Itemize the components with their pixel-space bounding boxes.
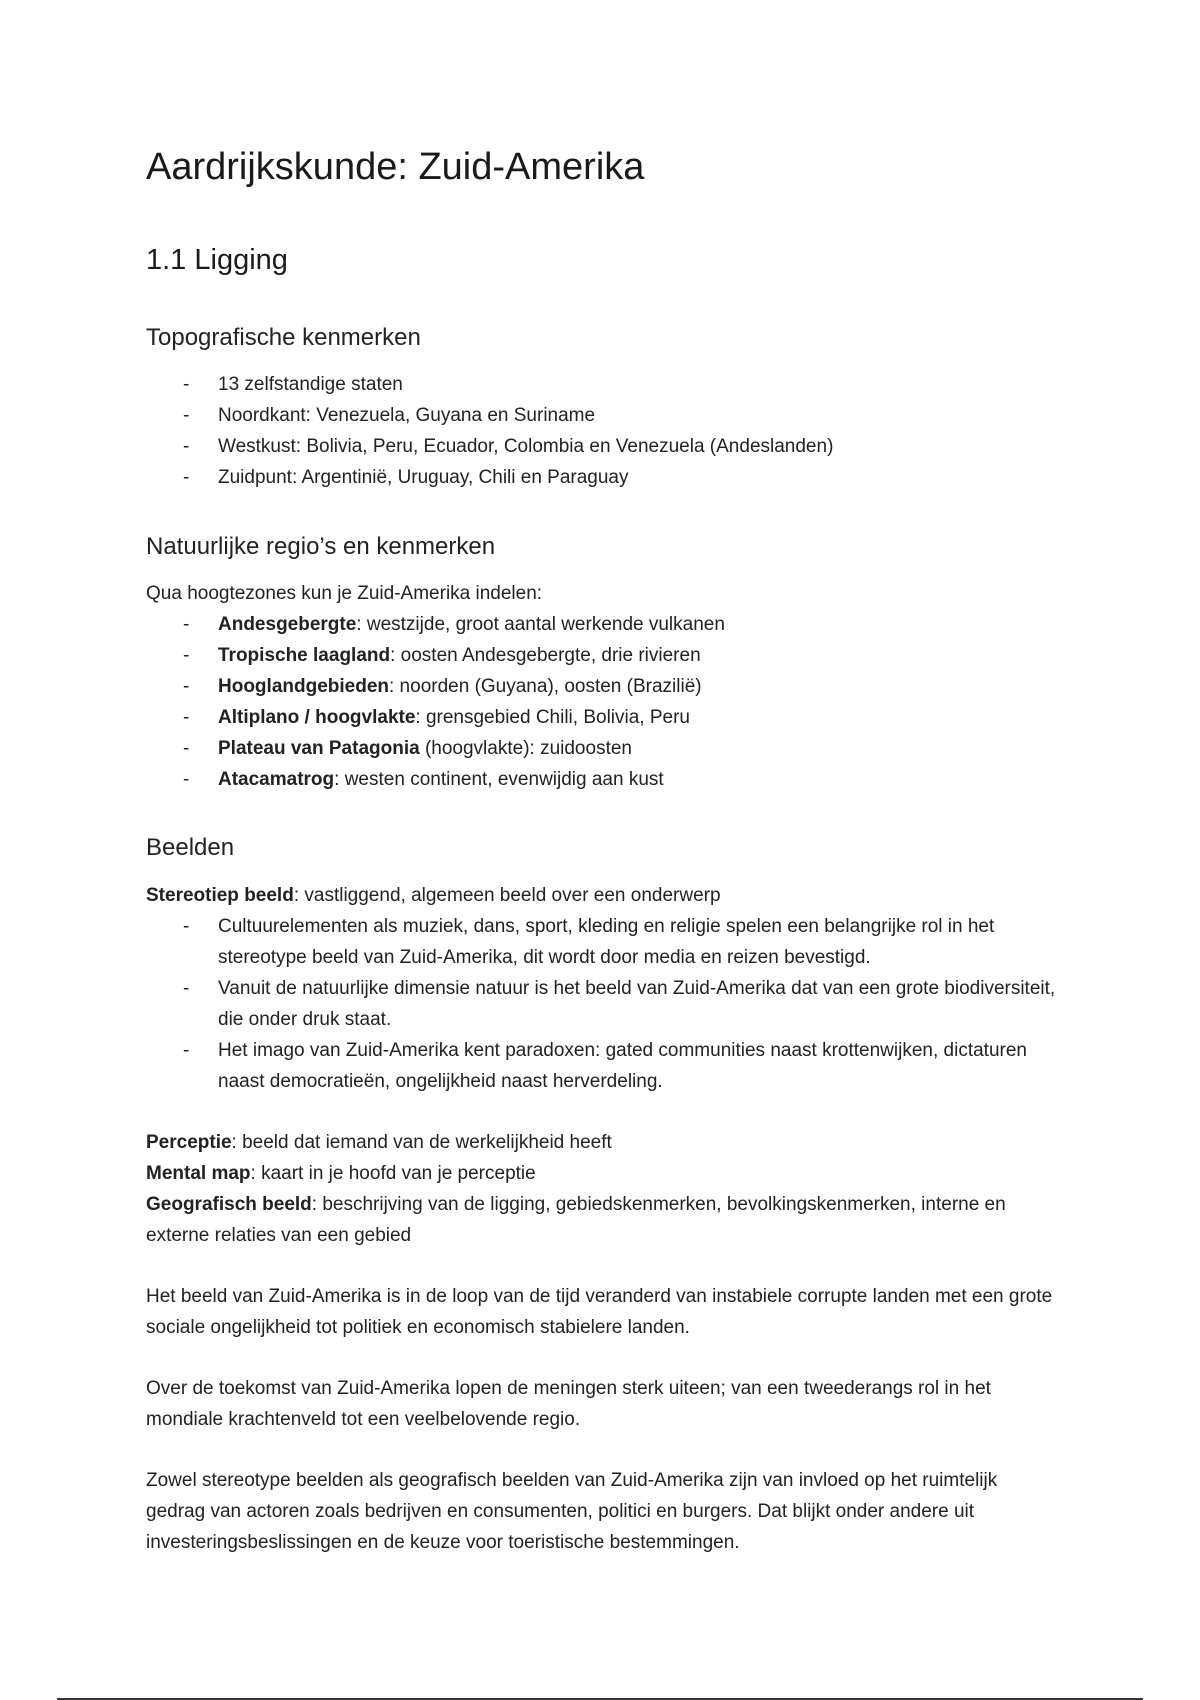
list-item: - Zuidpunt: Argentinië, Uruguay, Chili en Paraguay <box>146 462 1056 493</box>
list-item <box>146 764 1056 795</box>
list-item: - Het imago van Zuid-Amerika kent paradoxen: gated communities naast krottenwijken, dictaturen naast democratieën, ongelijkheid naast herverdeling. <box>146 1035 1056 1097</box>
definition: : vastliggend, algemeen beeld over een onderwerp <box>293 885 721 906</box>
regions-list <box>146 609 1056 795</box>
list-item <box>146 671 1056 702</box>
spacer <box>146 1435 1056 1465</box>
document-title: Aardrijkskunde: Zuid-Amerika <box>146 146 645 188</box>
beelden-section <box>146 880 1056 1558</box>
beelden-list <box>146 911 1056 1097</box>
paragraph: Het beeld van Zuid-Amerika is in de loop van de tijd veranderd van instabiele corrupte landen met een grote sociale ongelijkheid tot politiek en economisch stabielere landen. <box>146 1286 1053 1338</box>
definition: (hoogvlakte): zuidoosten <box>419 738 632 759</box>
regions-heading: Natuurlijke regio’s en kenmerken <box>146 533 496 560</box>
term: Altiplano / hoogvlakte <box>218 707 416 728</box>
definition: : noorden (Guyana), oosten (Brazilië) <box>389 676 702 697</box>
term: Stereotiep beeld <box>146 885 294 906</box>
list-item: - Cultuurelementen als muziek, dans, sport, kleding en religie spelen een belangrijke rol in het stereotype beeld van Zuid-Amerika, dit wordt door media en reizen bevestigd. <box>146 911 1056 973</box>
list-item: - 13 zelfstandige staten <box>146 369 1056 400</box>
list-item <box>146 609 1056 640</box>
list-item: - Noordkant: Venezuela, Guyana en Suriname <box>146 400 1056 431</box>
beelden-heading: Beelden <box>146 834 235 861</box>
term: Tropische laagland <box>218 645 391 666</box>
spacer <box>146 1251 1056 1281</box>
list-item <box>146 640 1056 671</box>
definition: : kaart in je hoofd van je perceptie <box>250 1163 536 1184</box>
topo-list <box>146 369 1056 493</box>
chapter-heading: 1.1 Ligging <box>146 244 288 276</box>
definition: : beeld dat iemand van de werkelijkheid heeft <box>231 1132 612 1153</box>
definition: : westen continent, evenwijdig aan kust <box>334 769 664 790</box>
list-item <box>146 733 1056 764</box>
spacer <box>146 1097 1056 1127</box>
term: Geografisch beeld <box>146 1194 312 1215</box>
paragraph: Over de toekomst van Zuid-Amerika lopen de meningen sterk uiteen; van een tweederangs rol in het mondiale krachtenveld tot een veelbelovende regio. <box>146 1378 991 1430</box>
regions-section <box>146 578 1056 795</box>
term: Mental map <box>146 1163 251 1184</box>
stereotype-definition <box>146 880 1056 911</box>
definition-line <box>146 1127 1056 1158</box>
definition-line <box>146 1189 1056 1251</box>
term: Hooglandgebieden <box>218 676 389 697</box>
definition: : oosten Andesgebergte, drie rivieren <box>390 645 701 666</box>
definition: : beschrijving van de ligging, gebiedskenmerken, bevolkingskenmerken, interne en externe relaties van een gebied <box>146 1194 1006 1246</box>
list-item <box>146 702 1056 733</box>
list-item: - Westkust: Bolivia, Peru, Ecuador, Colombia en Venezuela (Andeslanden) <box>146 431 1056 462</box>
regions-intro: Qua hoogtezones kun je Zuid-Amerika indelen: <box>146 583 543 604</box>
term: Atacamatrog <box>218 769 335 790</box>
topo-heading: Topografische kenmerken <box>146 324 421 351</box>
spacer <box>146 1343 1056 1373</box>
list-item: - Vanuit de natuurlijke dimensie natuur is het beeld van Zuid-Amerika dat van een grote biodiversiteit, die onder druk staat. <box>146 973 1056 1035</box>
definition-line <box>146 1158 1056 1189</box>
term: Perceptie <box>146 1132 232 1153</box>
paragraph: Zowel stereotype beelden als geografisch beelden van Zuid-Amerika zijn van invloed op het ruimtelijk gedrag van actoren zoals bedrijven en consumenten, politici en burgers. Dat blijkt onder andere uit investeringsbeslissingen en de keuze voor toeristische bestemmingen. <box>146 1470 998 1553</box>
term: Plateau van Patagonia <box>218 738 420 759</box>
topo-section <box>146 369 1056 493</box>
term: Andesgebergte <box>218 614 357 635</box>
definition: : grensgebied Chili, Bolivia, Peru <box>415 707 690 728</box>
definition: : westzijde, groot aantal werkende vulkanen <box>356 614 725 635</box>
